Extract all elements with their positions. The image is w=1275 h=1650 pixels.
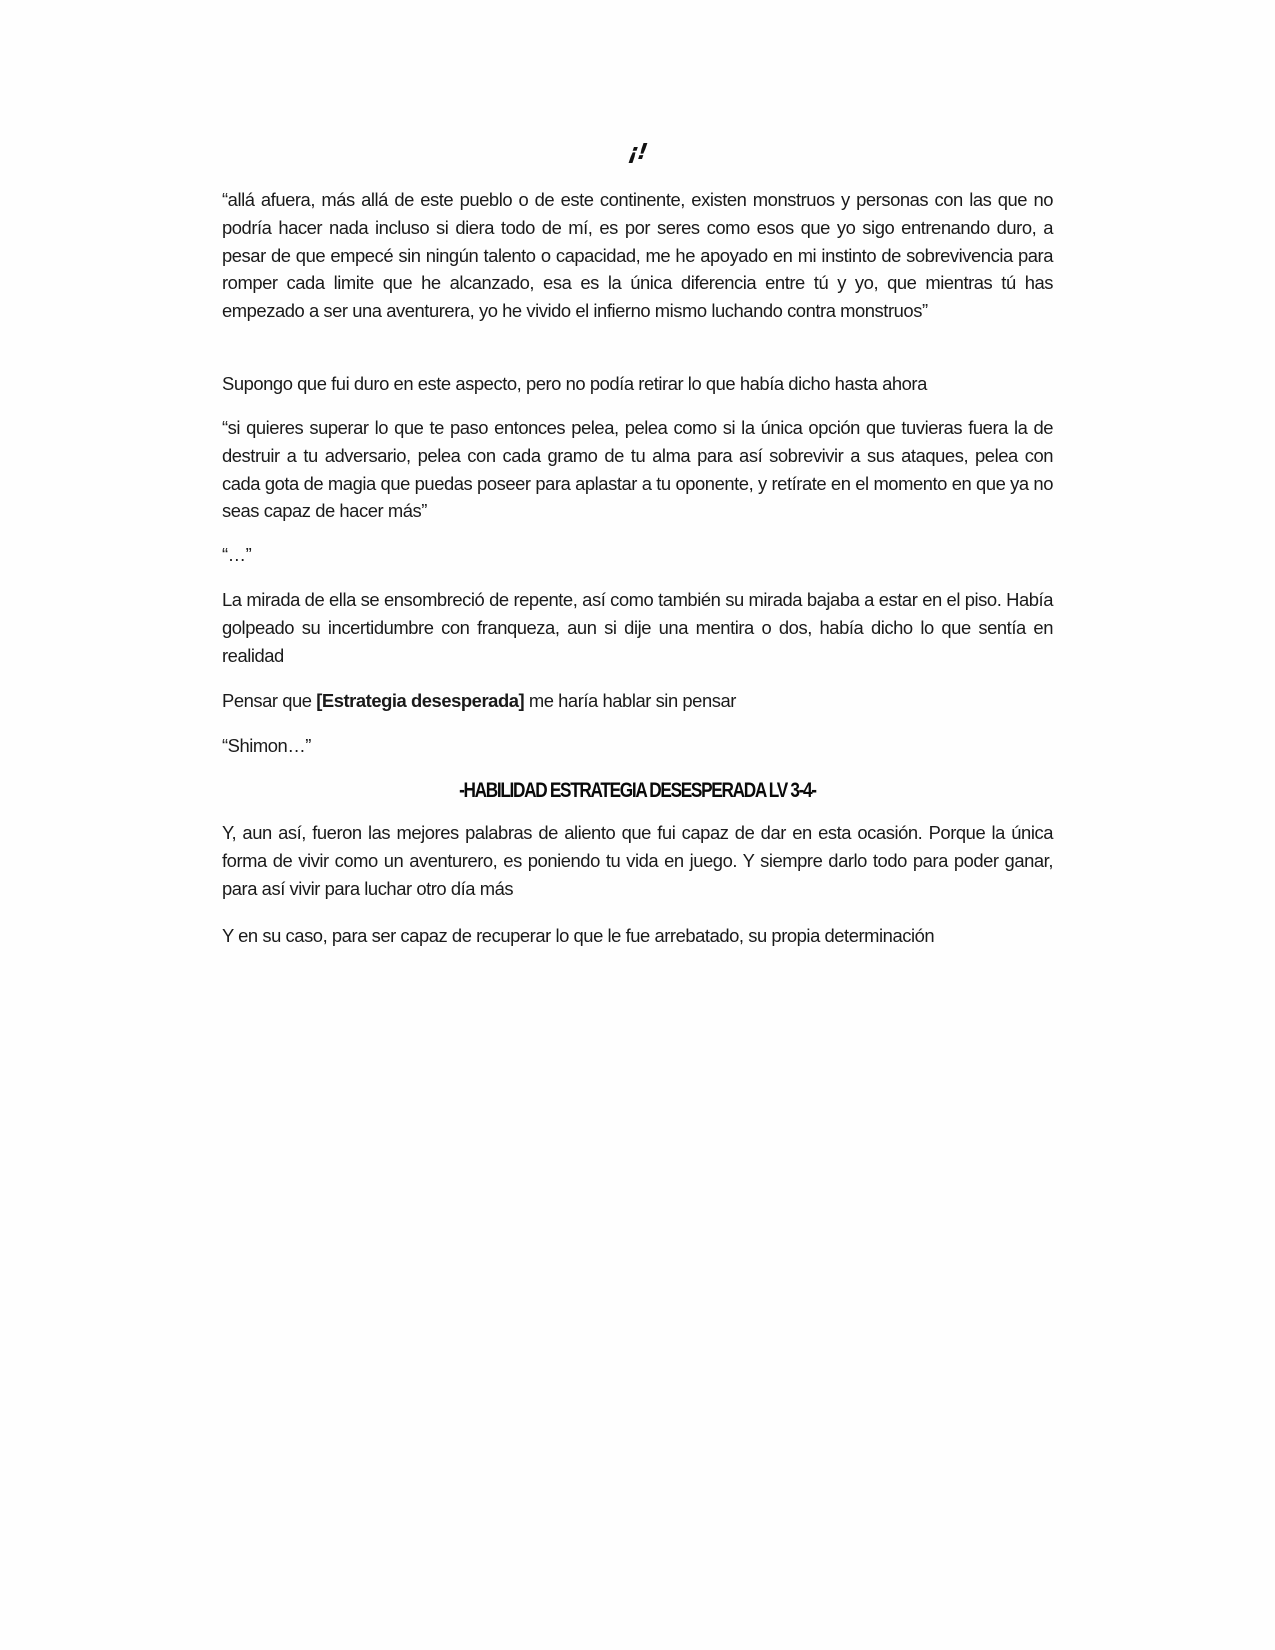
paragraph-skill-mention [222,687,1053,715]
paragraph-narration-3: Y, aun así, fueron las mejores palabras de aliento que fui capaz de dar en esta ocasión. Porque la única forma de vivir como un aventurero, es poniendo tu vida en juego. Y siempre darlo todo para poder ganar, para así vivir para luchar otro día más [222,822,1053,899]
paragraph-narration-4: Y en su caso, para ser capaz de recuperar lo que le fue arrebatado, su propia determinación [222,925,935,946]
skill-text-after: me haría hablar sin pensar [524,690,736,711]
scene-break-mark: ¡! [626,140,649,165]
skill-text-before: Pensar que [222,690,317,711]
paragraph-narration-2: La mirada de ella se ensombreció de repente, así como también su mirada bajaba a estar en el piso. Había golpeado su incertidumbre con franqueza, aun si dije una mentira o dos, había dicho lo que sentía en realidad [222,589,1053,666]
paragraph-dialogue-2: “si quieres superar lo que te paso entonces pelea, pelea como si la única opción que tuvieras fuera la de destruir a tu adversario, pelea con cada gramo de tu alma para así sobrevivir a sus ataques, pelea con cada gota de magia que puedas poseer para aplastar a tu oponente, y retírate en el momento en que ya no seas capaz de hacer más” [222,417,1053,522]
skill-name-bold: [Estrategia desesperada] [316,690,525,711]
paragraph-dialogue-1: “allá afuera, más allá de este pueblo o de este continente, existen monstruos y personas con las que no podría hacer nada incluso si diera todo de mí, es por seres como esos que yo sigo entrenando duro, a pesar de que empecé sin ningún talento o capacidad, me he apoyado en mi instinto de sobrevivencia para romper cada limite que he alcanzado, esa es la única diferencia entre tú y yo, que mientras tú has empezado a ser una aventurera, yo he vivido el infierno mismo luchando contra monstruos” [222,189,1053,322]
paragraph-dialogue-shimon: “Shimon…” [222,735,311,756]
paragraph-ellipsis: “…” [222,544,252,565]
skill-level-heading: -HABILIDAD ESTRATEGIA DESESPERADA LV 3-4- [459,779,816,802]
paragraph-narration-1: Supongo que fui duro en este aspecto, pero no podía retirar lo que había dicho hasta ahora [222,373,927,394]
